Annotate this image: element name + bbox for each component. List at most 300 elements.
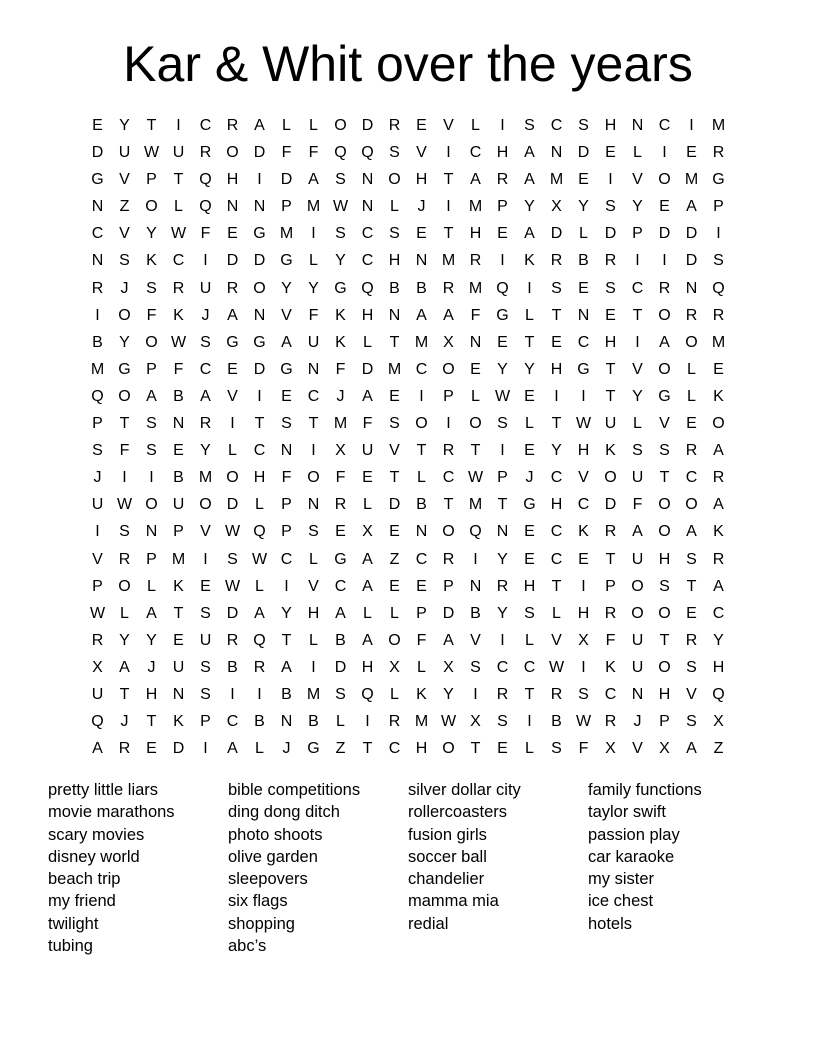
grid-letter: O: [658, 496, 671, 514]
grid-letter: H: [577, 442, 590, 460]
grid-letter: R: [604, 523, 617, 541]
grid-letter: Z: [119, 198, 130, 216]
grid-letter: X: [443, 658, 454, 676]
grid-letter: H: [145, 685, 158, 703]
grid-letter: O: [685, 496, 698, 514]
grid-letter: R: [712, 306, 725, 324]
grid-letter: Q: [361, 279, 374, 297]
grid-letter: T: [389, 333, 400, 351]
grid-letter: H: [496, 144, 509, 162]
grid-letter: F: [119, 442, 130, 460]
grid-letter: N: [361, 198, 374, 216]
grid-letter: Y: [713, 631, 724, 649]
grid-letter: Y: [308, 279, 319, 297]
word-list-item: movie marathons: [48, 803, 175, 822]
grid-letter: K: [524, 252, 535, 270]
grid-letter: D: [361, 117, 374, 134]
word-list-column: [408, 779, 588, 957]
grid-letter: A: [713, 577, 724, 595]
grid-letter: A: [227, 306, 238, 324]
grid-letter: I: [284, 577, 289, 595]
grid-letter: M: [414, 713, 429, 731]
grid-letter: C: [334, 577, 347, 595]
grid-letter: O: [118, 577, 131, 595]
grid-letter: Q: [199, 171, 212, 189]
grid-letter: P: [632, 225, 643, 243]
grid-letter: S: [146, 279, 157, 297]
grid-letter: X: [605, 740, 616, 758]
grid-letter: D: [361, 360, 374, 378]
grid-letter: I: [203, 740, 208, 758]
grid-letter: M: [468, 279, 483, 297]
grid-letter: L: [552, 604, 561, 622]
grid-letter: S: [389, 144, 400, 162]
grid-letter: E: [227, 225, 238, 243]
grid-letter: I: [581, 577, 586, 595]
grid-letter: X: [443, 333, 454, 351]
grid-letter: I: [446, 415, 451, 433]
word-list-item: ice chest: [588, 892, 654, 911]
grid-letter: M: [711, 333, 726, 351]
grid-letter: N: [415, 252, 428, 270]
grid-letter: R: [199, 144, 212, 162]
grid-letter: E: [686, 415, 697, 433]
grid-letter: B: [92, 333, 103, 351]
grid-letter: N: [415, 523, 428, 541]
word-search-grid: [84, 112, 732, 762]
grid-letter: E: [92, 117, 103, 134]
grid-letter: W: [224, 577, 241, 595]
grid-letter: S: [524, 604, 535, 622]
grid-letter: D: [658, 225, 671, 243]
grid-letter: V: [227, 387, 238, 405]
grid-letter: I: [230, 685, 235, 703]
grid-letter: L: [390, 685, 399, 703]
grid-letter: A: [524, 144, 535, 162]
grid-letter: P: [443, 577, 454, 595]
grid-letter: D: [550, 225, 563, 243]
grid-letter: R: [496, 577, 509, 595]
grid-letter: I: [203, 252, 208, 270]
grid-letter: W: [575, 713, 592, 731]
grid-letter: V: [416, 144, 427, 162]
grid-letter: H: [388, 252, 401, 270]
grid-letter: L: [309, 631, 318, 649]
grid-letter: Q: [199, 198, 212, 216]
grid-letter: N: [469, 333, 482, 351]
grid-letter: P: [497, 198, 508, 216]
grid-letter: I: [500, 442, 505, 460]
grid-letter: O: [118, 387, 131, 405]
grid-letter: E: [659, 198, 670, 216]
grid-letter: C: [550, 469, 563, 487]
grid-letter: B: [578, 252, 589, 270]
grid-letter: O: [199, 496, 212, 514]
grid-letter: J: [120, 279, 129, 297]
grid-letter: L: [525, 631, 534, 649]
grid-letter: J: [120, 713, 129, 731]
grid-letter: A: [632, 523, 643, 541]
grid-letter: V: [119, 171, 130, 189]
grid-letter: H: [253, 469, 266, 487]
grid-letter: D: [91, 144, 104, 162]
grid-letter: D: [685, 225, 698, 243]
grid-letter: I: [473, 685, 478, 703]
grid-letter: C: [172, 252, 185, 270]
grid-letter: S: [335, 685, 346, 703]
grid-letter: I: [689, 117, 694, 134]
grid-letter: V: [200, 523, 211, 541]
grid-letter: L: [336, 713, 345, 731]
grid-letter: F: [308, 306, 319, 324]
grid-letter: C: [631, 279, 644, 297]
grid-letter: R: [334, 496, 347, 514]
grid-letter: O: [658, 306, 671, 324]
grid-letter: C: [469, 144, 482, 162]
grid-letter: A: [254, 604, 265, 622]
grid-letter: S: [335, 225, 346, 243]
grid-letter: B: [389, 279, 400, 297]
grid-letter: Y: [281, 604, 292, 622]
grid-letter: C: [199, 117, 212, 134]
grid-letter: W: [575, 415, 592, 433]
grid-letter: A: [146, 387, 157, 405]
grid-letter: J: [282, 740, 291, 758]
grid-letter: H: [415, 740, 428, 758]
grid-letter: M: [711, 117, 726, 134]
grid-letter: R: [550, 685, 563, 703]
grid-letter: D: [604, 225, 617, 243]
grid-letter: E: [416, 225, 427, 243]
grid-letter: E: [416, 577, 427, 595]
grid-letter: P: [281, 496, 292, 514]
grid-letter: W: [332, 198, 349, 216]
grid-letter: A: [362, 631, 373, 649]
grid-letter: F: [470, 306, 481, 324]
grid-letter: C: [550, 117, 563, 134]
grid-letter: N: [307, 360, 320, 378]
grid-letter: C: [388, 740, 401, 758]
grid-letter: E: [551, 333, 562, 351]
grid-letter: N: [631, 685, 644, 703]
grid-letter: U: [91, 685, 104, 703]
grid-letter: G: [307, 740, 320, 758]
grid-letter: R: [712, 144, 725, 162]
grid-letter: J: [201, 306, 210, 324]
grid-letter: Q: [469, 523, 482, 541]
grid-letter: O: [712, 415, 725, 433]
grid-letter: T: [146, 713, 157, 731]
grid-letter: I: [635, 333, 640, 351]
grid-letter: R: [685, 442, 698, 460]
grid-letter: O: [226, 144, 239, 162]
grid-letter: H: [550, 496, 563, 514]
grid-letter: J: [417, 198, 426, 216]
grid-letter: U: [631, 469, 644, 487]
grid-letter: O: [442, 360, 455, 378]
grid-letter: S: [632, 442, 643, 460]
grid-letter: T: [659, 469, 670, 487]
grid-letter: Z: [713, 740, 724, 758]
word-list-item: twilight: [48, 914, 99, 933]
grid-letter: E: [524, 442, 535, 460]
grid-letter: C: [712, 604, 725, 622]
grid-letter: L: [471, 387, 480, 405]
grid-letter: I: [500, 117, 505, 134]
grid-letter: E: [389, 387, 400, 405]
word-list-item: fusion girls: [408, 825, 487, 844]
grid-letter: Q: [361, 144, 374, 162]
grid-letter: S: [200, 685, 211, 703]
grid-letter: R: [226, 631, 239, 649]
grid-letter: I: [257, 685, 262, 703]
grid-letter: R: [550, 252, 563, 270]
grid-letter: D: [253, 252, 266, 270]
grid-letter: L: [363, 604, 372, 622]
grid-letter: I: [311, 225, 316, 243]
grid-letter: T: [416, 442, 427, 460]
grid-letter: L: [525, 740, 534, 758]
grid-letter: N: [172, 415, 185, 433]
grid-letter: A: [362, 550, 373, 568]
grid-letter: F: [200, 225, 211, 243]
grid-letter: K: [173, 713, 184, 731]
grid-letter: H: [658, 550, 671, 568]
grid-letter: S: [200, 658, 211, 676]
grid-letter: E: [416, 117, 427, 134]
grid-letter: L: [633, 144, 642, 162]
grid-letter: P: [92, 415, 103, 433]
grid-letter: N: [685, 279, 698, 297]
grid-letter: O: [631, 577, 644, 595]
grid-letter: I: [635, 252, 640, 270]
grid-letter: Y: [443, 685, 454, 703]
word-list-column: [48, 779, 228, 957]
grid-letter: P: [281, 198, 292, 216]
word-list-item: beach trip: [48, 870, 121, 889]
grid-letter: T: [308, 415, 319, 433]
grid-letter: R: [658, 279, 671, 297]
grid-letter: T: [524, 685, 535, 703]
grid-letter: Q: [253, 523, 266, 541]
grid-letter: L: [147, 577, 156, 595]
grid-letter: F: [362, 415, 373, 433]
grid-letter: J: [525, 469, 534, 487]
grid-letter: T: [551, 577, 562, 595]
word-list-item: passion play: [588, 825, 680, 844]
grid-letter: Q: [91, 713, 104, 731]
grid-letter: R: [442, 442, 455, 460]
grid-letter: L: [309, 117, 318, 134]
word-list-item: my friend: [48, 892, 116, 911]
grid-letter: W: [170, 225, 187, 243]
grid-letter: H: [226, 171, 239, 189]
grid-letter: X: [713, 713, 724, 731]
grid-letter: S: [605, 279, 616, 297]
grid-letter: F: [416, 631, 427, 649]
word-list-item: mamma mia: [408, 892, 499, 911]
grid-letter: D: [280, 171, 293, 189]
grid-letter: K: [713, 523, 724, 541]
grid-letter: N: [361, 171, 374, 189]
grid-letter: M: [171, 550, 186, 568]
word-list-item: shopping: [228, 914, 295, 933]
grid-letter: I: [662, 252, 667, 270]
grid-letter: E: [686, 604, 697, 622]
grid-letter: R: [199, 415, 212, 433]
grid-letter: O: [658, 171, 671, 189]
grid-letter: T: [254, 415, 265, 433]
grid-letter: I: [311, 658, 316, 676]
grid-letter: T: [605, 387, 616, 405]
grid-letter: A: [308, 171, 319, 189]
grid-letter: D: [577, 144, 590, 162]
grid-letter: D: [334, 658, 347, 676]
grid-letter: L: [309, 252, 318, 270]
grid-letter: G: [226, 333, 239, 351]
grid-letter: H: [658, 685, 671, 703]
grid-letter: N: [307, 496, 320, 514]
grid-letter: L: [390, 198, 399, 216]
grid-letter: A: [281, 333, 292, 351]
grid-letter: A: [362, 577, 373, 595]
grid-letter: V: [632, 740, 643, 758]
grid-letter: A: [470, 171, 481, 189]
grid-letter: V: [470, 631, 481, 649]
grid-letter: P: [605, 577, 616, 595]
grid-letter: R: [685, 306, 698, 324]
grid-letter: Y: [119, 333, 130, 351]
grid-letter: V: [308, 577, 319, 595]
grid-letter: I: [716, 225, 721, 243]
grid-letter: B: [308, 713, 319, 731]
grid-letter: N: [280, 442, 293, 460]
grid-letter: O: [388, 171, 401, 189]
grid-letter: J: [633, 713, 642, 731]
grid-letter: C: [226, 713, 239, 731]
grid-letter: N: [280, 713, 293, 731]
grid-letter: F: [281, 469, 292, 487]
grid-letter: T: [173, 171, 184, 189]
word-list-item: bible competitions: [228, 781, 361, 799]
grid-letter: H: [361, 306, 374, 324]
grid-letter: K: [146, 252, 157, 270]
grid-letter: B: [281, 685, 292, 703]
grid-letter: Y: [119, 117, 130, 134]
word-list: [48, 779, 768, 957]
grid-letter: N: [469, 577, 482, 595]
grid-letter: M: [306, 685, 321, 703]
grid-letter: W: [467, 469, 484, 487]
grid-letter: C: [604, 685, 617, 703]
grid-letter: W: [224, 523, 241, 541]
grid-letter: G: [118, 360, 131, 378]
grid-letter: L: [390, 604, 399, 622]
grid-letter: Q: [712, 685, 725, 703]
grid-letter: V: [632, 360, 643, 378]
grid-letter: G: [280, 360, 293, 378]
grid-letter: L: [525, 415, 534, 433]
grid-letter: S: [686, 550, 697, 568]
grid-letter: L: [417, 658, 426, 676]
grid-letter: W: [143, 144, 160, 162]
grid-letter: P: [200, 713, 211, 731]
grid-letter: C: [199, 360, 212, 378]
grid-letter: M: [549, 171, 564, 189]
grid-letter: Q: [91, 387, 104, 405]
grid-letter: C: [523, 658, 536, 676]
grid-letter: A: [227, 740, 238, 758]
grid-letter: Y: [146, 631, 157, 649]
grid-letter: X: [551, 198, 562, 216]
grid-letter: O: [658, 658, 671, 676]
grid-letter: Y: [146, 225, 157, 243]
grid-letter: F: [605, 631, 616, 649]
grid-letter: C: [577, 333, 590, 351]
grid-letter: W: [170, 333, 187, 351]
grid-letter: S: [524, 117, 535, 134]
grid-letter: P: [173, 523, 184, 541]
grid-letter: I: [527, 279, 532, 297]
grid-letter: I: [149, 469, 154, 487]
grid-letter: Q: [253, 631, 266, 649]
grid-letter: R: [388, 117, 401, 134]
grid-letter: D: [226, 252, 239, 270]
grid-letter: E: [389, 523, 400, 541]
grid-letter: G: [334, 279, 347, 297]
grid-letter: M: [684, 171, 699, 189]
grid-letter: M: [414, 333, 429, 351]
grid-letter: F: [578, 740, 589, 758]
grid-letter: H: [307, 604, 320, 622]
grid-letter: Y: [551, 442, 562, 460]
grid-letter: K: [173, 306, 184, 324]
grid-letter: L: [174, 198, 183, 216]
grid-letter: V: [578, 469, 589, 487]
word-list-item: disney world: [48, 847, 140, 866]
grid-letter: S: [335, 171, 346, 189]
grid-letter: L: [687, 360, 696, 378]
grid-letter: E: [146, 740, 157, 758]
grid-letter: A: [416, 306, 427, 324]
word-list-item: ding dong ditch: [228, 803, 340, 822]
grid-letter: H: [577, 604, 590, 622]
grid-letter: E: [524, 387, 535, 405]
grid-letter: O: [388, 631, 401, 649]
grid-letter: V: [551, 631, 562, 649]
grid-letter: V: [632, 171, 643, 189]
grid-letter: B: [173, 469, 184, 487]
grid-letter: I: [176, 117, 181, 134]
grid-letter: E: [524, 550, 535, 568]
grid-letter: U: [199, 631, 212, 649]
grid-letter: A: [686, 523, 697, 541]
word-list-item: sleepovers: [228, 870, 308, 889]
grid-letter: E: [524, 523, 535, 541]
word-list-item: tubing: [48, 937, 93, 956]
grid-letter: L: [579, 225, 588, 243]
grid-letter: G: [712, 171, 725, 189]
grid-letter: E: [605, 306, 616, 324]
grid-letter: U: [604, 415, 617, 433]
grid-letter: S: [119, 252, 130, 270]
grid-letter: E: [497, 333, 508, 351]
grid-letter: S: [200, 333, 211, 351]
grid-letter: E: [686, 144, 697, 162]
grid-letter: F: [335, 469, 346, 487]
word-list-item: photo shoots: [228, 825, 323, 844]
grid-letter: O: [145, 496, 158, 514]
